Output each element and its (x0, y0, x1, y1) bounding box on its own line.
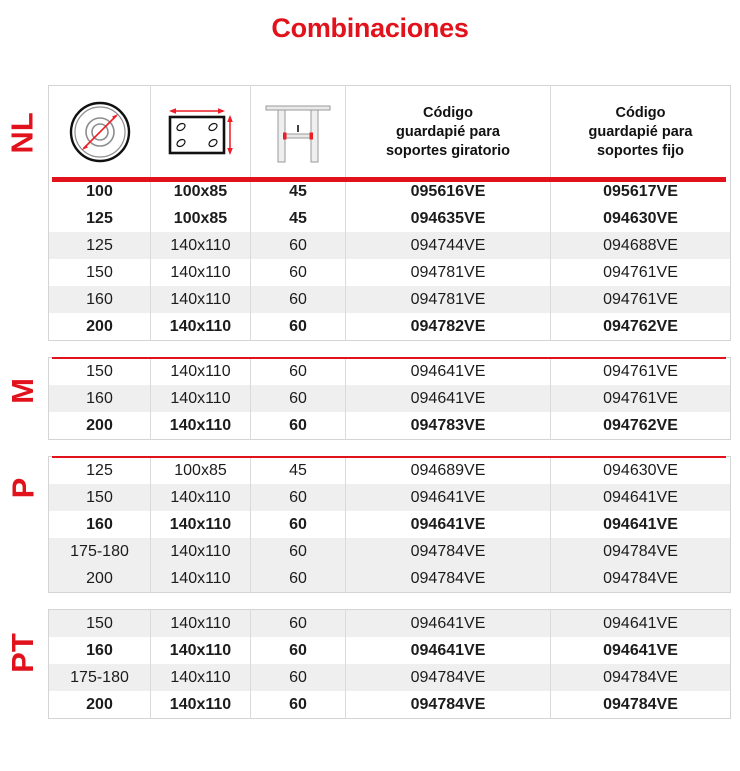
cell-plate-size: 140x110 (151, 385, 251, 412)
cell-plate-size: 140x110 (151, 259, 251, 286)
section-tag-m (0, 357, 46, 442)
section-tag-label: M (4, 378, 40, 404)
cell-plate-size: 100x85 (151, 178, 251, 205)
column-header-swivel-line: soportes giratorio (385, 142, 511, 159)
cell-bolt-spacing: 60 (251, 313, 346, 341)
cell-wheel-diameter: 175-180 (49, 538, 151, 565)
cell-wheel-diameter: 150 (49, 484, 151, 511)
cell-code-fixed: 094784VE (551, 538, 731, 565)
combinations-table-pt (48, 609, 731, 719)
cell-code-swivel: 094689VE (346, 457, 551, 485)
column-header-bolt-spacing (251, 86, 346, 179)
cell-code-fixed: 094784VE (551, 691, 731, 719)
section-m (0, 357, 740, 442)
combinations-table-m (48, 357, 731, 440)
table-row (49, 313, 731, 341)
cell-code-swivel: 094782VE (346, 313, 551, 341)
mounting-plate-icon (151, 86, 250, 178)
cell-code-fixed: 094641VE (551, 484, 731, 511)
cell-wheel-diameter: 160 (49, 385, 151, 412)
cell-code-fixed: 094762VE (551, 412, 731, 440)
cell-wheel-diameter: 160 (49, 637, 151, 664)
cell-code-fixed: 094784VE (551, 565, 731, 593)
column-header-wheel-diameter (49, 86, 151, 179)
cell-wheel-diameter: 200 (49, 313, 151, 341)
cell-plate-size: 140x110 (151, 610, 251, 638)
table-row (49, 412, 731, 440)
column-header-fixed-line: soportes fijo (596, 142, 684, 159)
cell-wheel-diameter: 100 (49, 178, 151, 205)
cell-code-swivel: 094641VE (346, 511, 551, 538)
table-row (49, 637, 731, 664)
column-header-code-fixed (551, 86, 731, 179)
cell-code-swivel: 094635VE (346, 205, 551, 232)
table-row (49, 385, 731, 412)
table-row (49, 259, 731, 286)
section-red-rule (52, 177, 726, 182)
table-row (49, 538, 731, 565)
cell-bolt-spacing: 60 (251, 358, 346, 386)
table-row (49, 232, 731, 259)
cell-bolt-spacing: 60 (251, 259, 346, 286)
table-row (49, 610, 731, 638)
cell-code-fixed: 094641VE (551, 610, 731, 638)
table-row (49, 286, 731, 313)
cell-plate-size: 140x110 (151, 313, 251, 341)
cell-plate-size: 140x110 (151, 691, 251, 719)
cell-wheel-diameter: 200 (49, 412, 151, 440)
cell-code-fixed: 094641VE (551, 511, 731, 538)
cell-bolt-spacing: 45 (251, 205, 346, 232)
cell-bolt-spacing: 45 (251, 457, 346, 485)
column-header-swivel-line: Código (423, 104, 473, 121)
cell-plate-size: 140x110 (151, 412, 251, 440)
cell-wheel-diameter: 125 (49, 457, 151, 485)
cell-bolt-spacing: 60 (251, 484, 346, 511)
cell-bolt-spacing: 60 (251, 691, 346, 719)
cell-code-swivel: 094641VE (346, 637, 551, 664)
cell-code-swivel: 094641VE (346, 385, 551, 412)
cell-code-swivel: 094784VE (346, 538, 551, 565)
cell-bolt-spacing: 60 (251, 232, 346, 259)
cell-plate-size: 140x110 (151, 511, 251, 538)
cell-code-swivel: 095616VE (346, 178, 551, 205)
cell-plate-size: 140x110 (151, 637, 251, 664)
cell-code-fixed: 095617VE (551, 178, 731, 205)
cell-wheel-diameter: 160 (49, 286, 151, 313)
section-p (0, 456, 740, 595)
section-nl (0, 85, 740, 343)
section-tag-label: NL (4, 112, 40, 154)
cell-bolt-spacing: 60 (251, 538, 346, 565)
cell-code-swivel: 094784VE (346, 565, 551, 593)
table-row (49, 205, 731, 232)
section-red-rule (52, 357, 726, 359)
column-header-code-swivel (346, 86, 551, 179)
cell-code-fixed: 094761VE (551, 385, 731, 412)
cell-bolt-spacing: 60 (251, 565, 346, 593)
cell-code-swivel: 094783VE (346, 412, 551, 440)
cell-code-fixed: 094641VE (551, 637, 731, 664)
cell-bolt-spacing: 60 (251, 511, 346, 538)
page-title: Combinaciones (271, 13, 469, 43)
cell-plate-size: 140x110 (151, 358, 251, 386)
wheel-diameter-icon (49, 86, 150, 178)
cell-bolt-spacing: 60 (251, 610, 346, 638)
section-tag-pt (0, 609, 46, 721)
table-row (49, 511, 731, 538)
cell-code-fixed: 094761VE (551, 286, 731, 313)
section-tag-label: P (5, 477, 40, 499)
cell-code-swivel: 094781VE (346, 286, 551, 313)
cell-code-fixed: 094761VE (551, 259, 731, 286)
cell-bolt-spacing: 60 (251, 664, 346, 691)
bolt-hole-spacing-icon (251, 86, 345, 178)
cell-code-swivel: 094744VE (346, 232, 551, 259)
cell-plate-size: 140x110 (151, 664, 251, 691)
cell-wheel-diameter: 200 (49, 691, 151, 719)
section-red-rule (52, 456, 726, 458)
cell-wheel-diameter: 175-180 (49, 664, 151, 691)
cell-code-swivel: 094781VE (346, 259, 551, 286)
cell-bolt-spacing: 45 (251, 178, 346, 205)
cell-plate-size: 100x85 (151, 457, 251, 485)
cell-code-swivel: 094641VE (346, 484, 551, 511)
cell-code-swivel: 094784VE (346, 691, 551, 719)
combinations-table-p (48, 456, 731, 593)
cell-wheel-diameter: 200 (49, 565, 151, 593)
table-row (49, 358, 731, 386)
section-pt (0, 609, 740, 721)
cell-code-fixed: 094630VE (551, 457, 731, 485)
cell-code-swivel: 094784VE (346, 664, 551, 691)
combinations-table-stack (0, 85, 740, 735)
cell-code-fixed: 094762VE (551, 313, 731, 341)
table-row (49, 664, 731, 691)
column-header-fixed-line: guardapié para (588, 123, 693, 140)
cell-plate-size: 100x85 (151, 205, 251, 232)
section-tag-p (0, 456, 46, 595)
cell-plate-size: 140x110 (151, 232, 251, 259)
cell-bolt-spacing: 60 (251, 385, 346, 412)
cell-wheel-diameter: 150 (49, 358, 151, 386)
table-row (49, 457, 731, 485)
cell-code-fixed: 094630VE (551, 205, 731, 232)
cell-wheel-diameter: 160 (49, 511, 151, 538)
combinations-table-nl (48, 85, 731, 341)
cell-code-swivel: 094641VE (346, 358, 551, 386)
table-row (49, 178, 731, 205)
cell-code-swivel: 094641VE (346, 610, 551, 638)
cell-plate-size: 140x110 (151, 538, 251, 565)
cell-code-fixed: 094688VE (551, 232, 731, 259)
cell-plate-size: 140x110 (151, 565, 251, 593)
table-row (49, 484, 731, 511)
cell-plate-size: 140x110 (151, 286, 251, 313)
cell-wheel-diameter: 125 (49, 232, 151, 259)
column-header-plate-size (151, 86, 251, 179)
table-row (49, 565, 731, 593)
cell-plate-size: 140x110 (151, 484, 251, 511)
table-row (49, 691, 731, 719)
cell-bolt-spacing: 60 (251, 412, 346, 440)
cell-wheel-diameter: 125 (49, 205, 151, 232)
cell-code-fixed: 094784VE (551, 664, 731, 691)
cell-wheel-diameter: 150 (49, 610, 151, 638)
column-header-fixed-line: Código (615, 104, 666, 121)
cell-wheel-diameter: 150 (49, 259, 151, 286)
cell-bolt-spacing: 60 (251, 637, 346, 664)
section-tag-nl (0, 85, 46, 343)
column-header-swivel-line: guardapié para (396, 123, 500, 140)
section-tag-label: PT (5, 633, 40, 673)
table-header-row (49, 86, 731, 179)
cell-code-fixed: 094761VE (551, 358, 731, 386)
cell-bolt-spacing: 60 (251, 286, 346, 313)
